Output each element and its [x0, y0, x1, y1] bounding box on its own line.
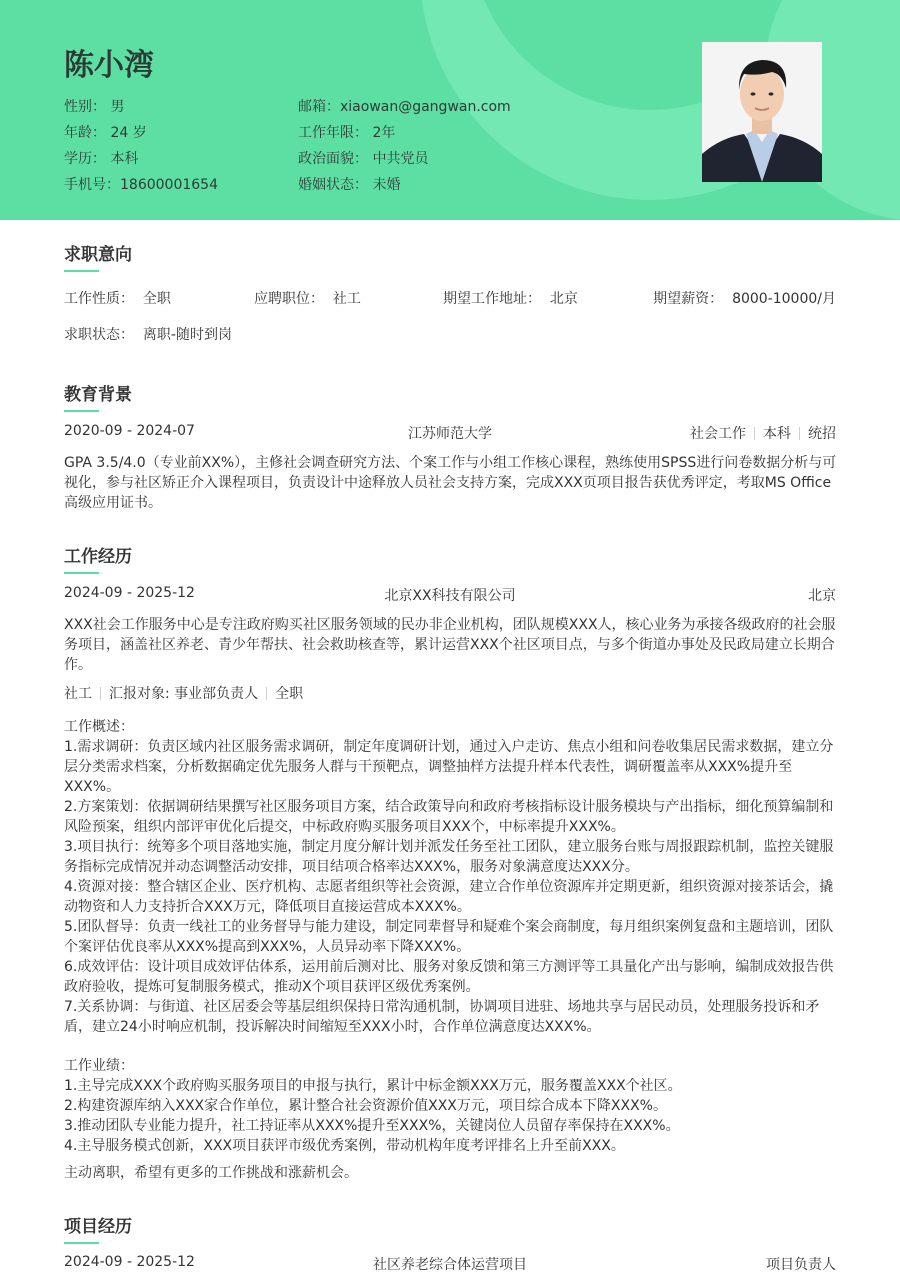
work-company: 北京XX科技有限公司 — [384, 588, 516, 604]
section-underline — [64, 410, 99, 412]
section-title-education: 教育背景 — [64, 385, 132, 405]
intent-position-value: 社工 — [332, 291, 361, 307]
work-tags — [64, 683, 303, 703]
education-school: 江苏师范大学 — [408, 426, 492, 442]
intent-job-type — [64, 288, 171, 308]
list-item: 1.需求调研：负责区域内社区服务需求调研，制定年度调研计划，通过入户走访、焦点小组和问卷收集居民需求数据，建立分层分类需求档案，分析数据确定优先服务人群与干预靶点，调整抽样方法提升样本代表性，调研覆盖率从XXX%提升至XXX%。 — [64, 739, 834, 795]
intent-position — [254, 288, 361, 308]
work-period: 2024-09 - 2025-12 — [64, 585, 195, 601]
info-marital: 婚姻状态： 未婚 — [298, 177, 401, 193]
intent-salary-label: 期望薪资： — [653, 291, 724, 307]
list-item: 4.资源对接：整合辖区企业、医疗机构、志愿者组织等社会资源，建立合作单位资源库并定期更新，组织资源对接茶话会，撬动物资和人力支持折合XXX万元，降低项目直接运营成本XXX%。 — [64, 879, 834, 915]
list-item: 6.成效评估：设计项目成效评估体系，运用前后测对比、服务对象反馈和第三方测评等工具量化产出与影响，编制成效报告供政府验收，提炼可复制服务模式，推动X个项目获评区级优秀案例。 — [64, 959, 834, 995]
list-item: 2.构建资源库纳入XXX家合作单位，累计整合社会资源价值XXX万元，项目综合成本下降XXX%。 — [64, 1098, 667, 1114]
intent-location-label: 期望工作地址： — [443, 291, 541, 307]
work-company-description: XXX社会工作服务中心是专注政府购买社区服务领域的民办非企业机构，团队规模XXX人，核心业务为承接各级政府的社会服务项目，涵盖社区养老、青少年帮扶、社会救助核查等，累计运营XXX个社区项目点，与多个街道办事处及民政局建立长期合作。 — [64, 617, 836, 673]
profile-photo — [702, 42, 822, 182]
list-item: 7.关系协调：与街道、社区居委会等基层组织保持日常沟通机制，协调项目进驻、场地共享与居民动员，处理服务投诉和矛盾，建立24小时响应机制，投诉解决时间缩短至XXX小时，合作单位满意度达XXX%。 — [64, 999, 820, 1035]
list-item: 5.团队督导：负责一线社工的业务督导与能力建设，制定同辈督导和疑难个案会商制度，每月组织案例复盘和主题培训，团队个案评估优良率从XXX%提高到XXX%，人员异动率下降XXX%。 — [64, 919, 834, 955]
divider — [754, 427, 755, 440]
section-title-intent: 求职意向 — [64, 245, 132, 265]
work-achievements — [64, 1056, 839, 1156]
section-title-project: 项目经历 — [64, 1217, 132, 1237]
work-city: 北京 — [808, 588, 836, 604]
work-leave-reason: 主动离职，希望有更多的工作挑战和涨薪机会。 — [64, 1165, 358, 1181]
list-item: 3.项目执行：统筹多个项目落地实施，制定月度分解计划并派发任务至社工团队，建立服务台账与周报跟踪机制，监控关键服务指标完成情况并动态调整活动安排，项目结项合格率达XXX%，服务对象满意度达XXX分。 — [64, 839, 834, 875]
info-phone: 手机号：18600001654 — [64, 177, 218, 193]
info-email: 邮箱：xiaowan@gangwan.com — [298, 99, 511, 115]
work-tag-report: 汇报对象: 事业部负责人 — [109, 686, 259, 702]
education-degree: 本科 — [763, 426, 791, 442]
list-item: 4.主导服务模式创新，XXX项目获评市级优秀案例，带动机构年度考评排名上升至前XXX。 — [64, 1138, 625, 1154]
info-political: 政治面貌： 中共党员 — [298, 151, 429, 167]
list-item: 3.推动团队专业能力提升，社工持证率从XXX%提升至XXX%，关键岗位人员留存率保持在XXX%。 — [64, 1118, 680, 1134]
divider — [799, 427, 800, 440]
intent-job-type-label: 工作性质： — [64, 291, 134, 307]
intent-location-value: 北京 — [549, 291, 578, 307]
person-icon — [702, 42, 822, 182]
work-summary-title: 工作概述： — [64, 719, 134, 735]
work-tag-type: 全职 — [275, 686, 304, 702]
intent-salary-value: 8000-10000/月 — [732, 291, 836, 307]
section-underline — [64, 572, 99, 574]
section-title-work: 工作经历 — [64, 547, 132, 567]
info-education: 学历： 本科 — [64, 151, 139, 167]
info-age: 年龄： 24 岁 — [64, 125, 147, 141]
project-name: 社区养老综合体运营项目 — [373, 1257, 527, 1273]
education-major: 社会工作 — [690, 426, 746, 442]
intent-job-type-value: 全职 — [142, 291, 171, 307]
project-period: 2024-09 - 2025-12 — [64, 1254, 195, 1270]
intent-status — [64, 324, 232, 344]
info-gender: 性别： 男 — [64, 99, 125, 115]
section-underline — [64, 1242, 99, 1244]
project-role: 项目负责人 — [766, 1257, 836, 1273]
resume-header — [0, 0, 900, 220]
divider — [266, 687, 267, 700]
education-mode: 统招 — [808, 426, 836, 442]
work-achievements-title: 工作业绩： — [64, 1058, 134, 1074]
list-item: 1.主导完成XXX个政府购买服务项目的申报与执行，累计中标金额XXX万元，服务覆盖XXX个社区。 — [64, 1078, 682, 1094]
candidate-name: 陈小湾 — [64, 48, 154, 83]
education-meta — [690, 423, 836, 443]
intent-location — [443, 288, 578, 308]
intent-status-label: 求职状态： — [64, 327, 134, 343]
intent-status-value: 离职-随时到岗 — [142, 327, 232, 343]
education-description: GPA 3.5/4.0（专业前XX%），主修社会调查研究方法、个案工作与小组工作核心课程，熟练使用SPSS进行问卷数据分析与可视化，参与社区矫正介入课程项目，负责设计中途释放人员社会支持方案，完成XXX页项目报告获优秀评定，考取MS Office高级应用证书。 — [64, 455, 837, 511]
intent-salary — [653, 288, 836, 308]
info-work-years: 工作年限： 2年 — [298, 125, 396, 141]
list-item: 2.方案策划：依据调研结果撰写社区服务项目方案，结合政策导向和政府考核指标设计服务模块与产出指标，细化预算编制和风险预案，组织内部评审优化后提交，中标政府购买服务项目XXX个，中标率提升XXX%。 — [64, 799, 834, 835]
section-underline — [64, 270, 99, 272]
intent-position-label: 应聘职位： — [254, 291, 324, 307]
divider — [100, 687, 101, 700]
education-period: 2020-09 - 2024-07 — [64, 423, 195, 439]
work-summary — [64, 717, 839, 1037]
work-tag-role: 社工 — [64, 686, 92, 702]
